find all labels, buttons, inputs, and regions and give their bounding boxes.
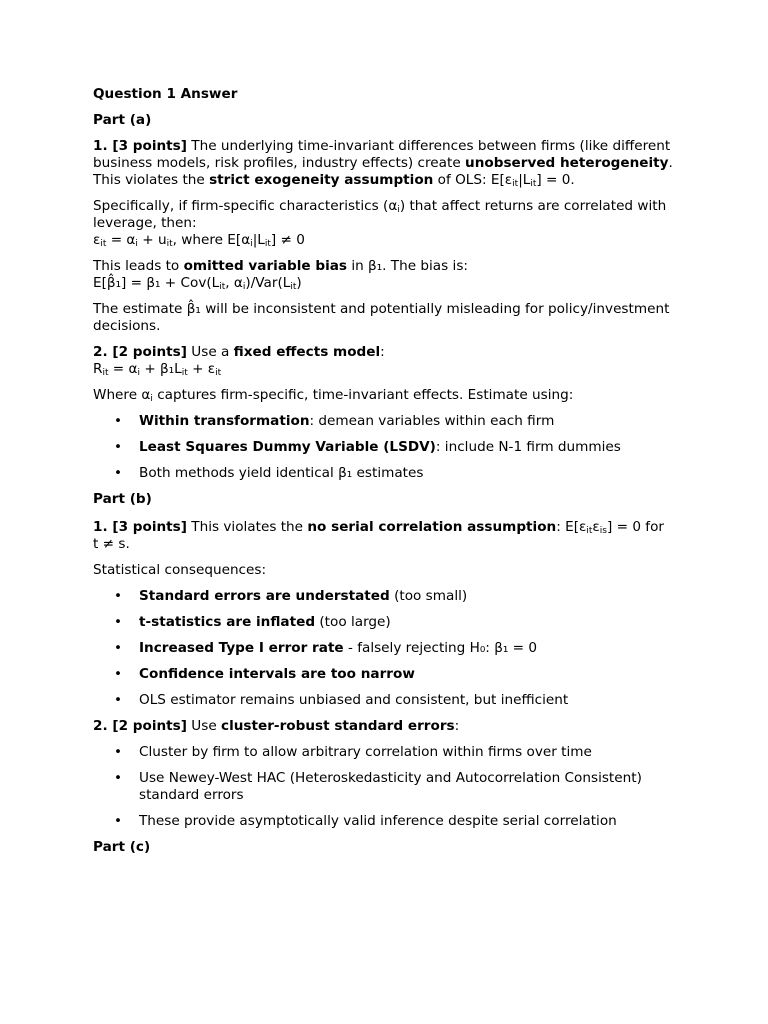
list-item: • Use Newey-West HAC (Heteroskedasticity and Autocorrelation Consistent) standard errors	[93, 770, 673, 804]
part-c-heading: Part (c)	[93, 839, 151, 855]
document-title: Question 1 Answer	[93, 86, 238, 102]
part-b-q2-paragraph: 2. [2 points] Use cluster-robust standard errors:	[93, 718, 460, 734]
part-b-heading: Part (b)	[93, 491, 152, 507]
fixed-effects-equation: $R_{it} = \alpha_i + \beta_1L_{it} + \varepsilon_{it}$	[93, 361, 222, 378]
points-label: 1. [3 points]	[93, 519, 187, 535]
list-item: • These provide asymptotically valid inference despite serial correlation	[93, 813, 673, 830]
part-a-methods-list	[93, 413, 673, 482]
bias-equation: E[β̂₁] = $\beta_1 + Cov(L_{it}$, $\alpha_i)/Var(L_{it})$	[93, 275, 302, 292]
part-a-q1-paragraph: 1. [3 points] The underlying time-invariant differences between firms (like different business models, risk profiles, industry effects) create unobserved heterogeneity. This violates the strict exogeneity assumption of OLS: $E[\varepsilon_{it}|L_{it}] = 0$.	[93, 138, 673, 189]
part-a-bias-paragraph: This leads to omitted variable bias in β₁. The bias is: E[β̂₁] = $\beta_1 + Cov(L_{it}$, $\alpha_i)/Var(L_{it})$	[93, 258, 468, 292]
list-item: • Increased Type I error rate - falsely rejecting H₀: β₁ = 0	[93, 640, 673, 657]
points-label: 2. [2 points]	[93, 718, 187, 734]
error-equation: $\varepsilon_{it} = \alpha_i + u_{it}$, where $E[\alpha_i|L_{it}] \ne 0$	[93, 232, 305, 249]
part-b-remedies-list	[93, 744, 673, 830]
part-a-estimate-paragraph: The estimate β̂₁ will be inconsistent and potentially misleading for policy/investment decisions.	[93, 301, 670, 334]
part-a-q2-paragraph: 2. [2 points] Use a fixed effects model: $R_{it} = \alpha_i + \beta_1L_{it} + \varepsilon_{it}$	[93, 344, 385, 378]
list-item: • Cluster by firm to allow arbitrary correlation within firms over time	[93, 744, 673, 761]
list-item: • Within transformation: demean variables within each firm	[93, 413, 673, 430]
part-a-where-paragraph: Where $\alpha_i$ captures firm-specific, time-invariant effects. Estimate using:	[93, 387, 574, 404]
list-item: • t-statistics are inflated (too large)	[93, 614, 673, 631]
list-item: • Confidence intervals are too narrow	[93, 666, 673, 683]
list-item: • Both methods yield identical β₁ estimates	[93, 465, 673, 482]
list-item: • Standard errors are understated (too small)	[93, 588, 673, 605]
points-label: 2. [2 points]	[93, 344, 187, 360]
list-item: • OLS estimator remains unbiased and consistent, but inefficient	[93, 692, 673, 709]
points-label: 1. [3 points]	[93, 138, 187, 154]
statistical-consequences-label: Statistical consequences:	[93, 562, 267, 578]
part-b-consequences-list	[93, 588, 673, 709]
part-a-specifically-paragraph: Specifically, if firm-specific characteristics $(\alpha_i)$ that affect returns are correlated with leverage, then: $\varepsilon_{it} = \alpha_i + u_{it}$, where $E[\alpha_i|L_{it}] \ne 0$	[93, 198, 667, 249]
part-b-q1-paragraph: 1. [3 points] This violates the no serial correlation assumption: $E[\varepsilon_{it}\varepsilon_{is}] = 0$ for t ≠ s.	[93, 519, 664, 552]
part-a-heading: Part (a)	[93, 112, 152, 128]
document-page	[93, 86, 673, 856]
list-item: • Least Squares Dummy Variable (LSDV): include N-1 firm dummies	[93, 439, 673, 456]
